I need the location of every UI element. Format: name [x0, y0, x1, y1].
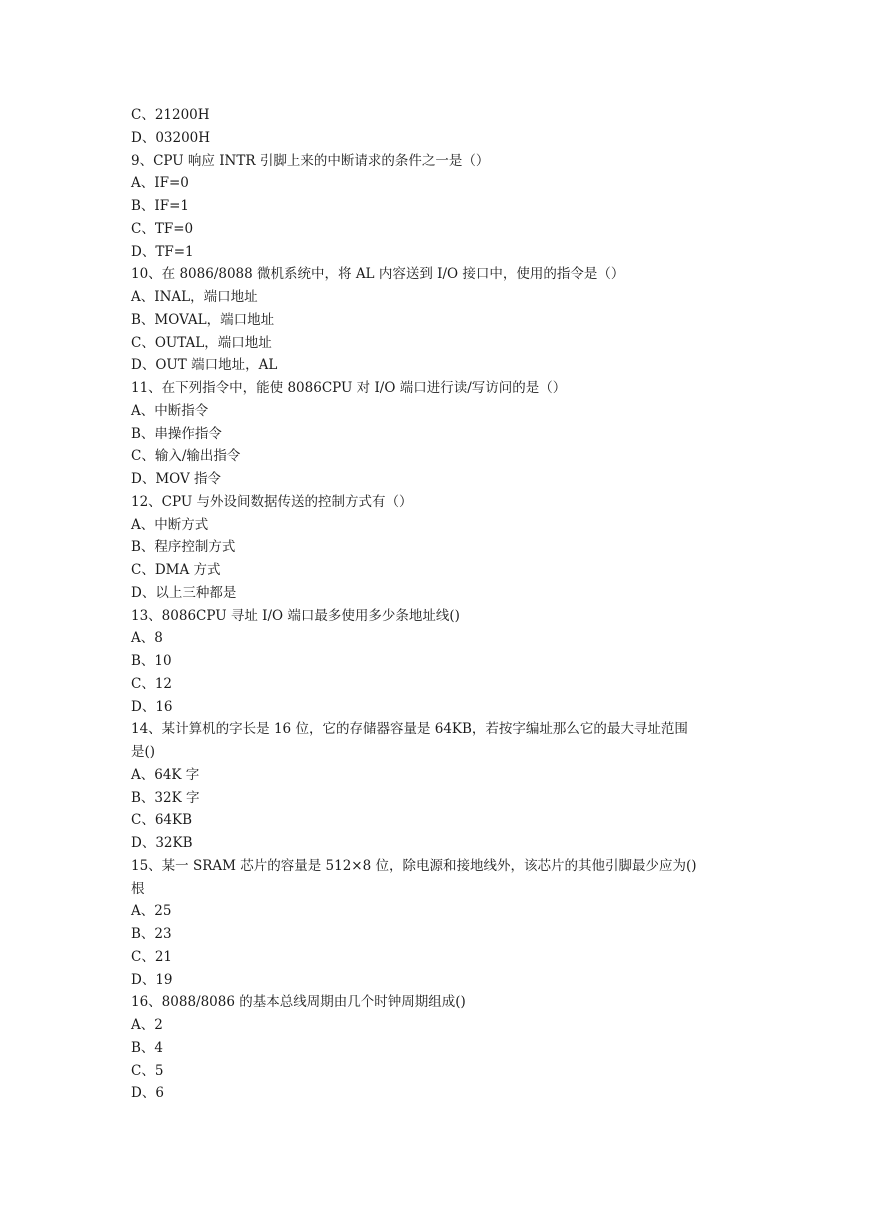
option-line: C、21	[131, 948, 173, 965]
question-line: 11、在下列指令中，能使 8086CPU 对 I/O 端口进行读/写访问的是（）	[131, 380, 567, 396]
option-line: B、串操作指令	[131, 425, 222, 442]
option-line: B、IF=1	[131, 198, 190, 214]
option-line: D、03200H	[131, 129, 211, 146]
option-line: C、DMA 方式	[131, 562, 221, 578]
option-line: B、程序控制方式	[131, 539, 236, 556]
option-line: A、2	[131, 1017, 163, 1033]
option-line: C、64KB	[131, 812, 193, 829]
question-line: 15、某一 SRAM 芯片的容量是 512×8 位，除电源和接地线外，该芯片的其他引脚最少应为()	[131, 857, 697, 874]
option-line: A、64K 字	[131, 766, 200, 783]
option-line: B、23	[131, 926, 172, 942]
option-line: D、32KB	[131, 835, 193, 851]
option-line: D、以上三种都是	[131, 584, 237, 601]
option-line: A、中断指令	[131, 402, 209, 419]
option-line: A、中断方式	[131, 516, 209, 533]
question-line: 13、8086CPU 寻址 I/O 端口最多使用多少条地址线()	[131, 607, 460, 624]
option-line: D、16	[131, 698, 173, 715]
question-line: 12、CPU 与外设间数据传送的控制方式有（）	[131, 493, 413, 510]
question-line-continued: 根	[131, 880, 145, 897]
document-body	[131, 104, 731, 1105]
option-line: D、TF=1	[131, 243, 194, 260]
question-line: 9、CPU 响应 INTR 引脚上来的中断请求的条件之一是（）	[131, 152, 490, 169]
question-line: 14、某计算机的字长是 16 位，它的存储器容量是 64KB，若按字编址那么它的最大寻址范围	[131, 721, 688, 738]
option-line: C、5	[131, 1062, 164, 1079]
option-line: D、6	[131, 1085, 164, 1102]
option-line: A、25	[131, 903, 172, 920]
question-line: 10、在 8086/8088 微机系统中，将 AL 内容送到 I/O 接口中，使用的指令是（）	[131, 266, 625, 283]
option-line: A、INAL，端口地址	[131, 289, 258, 305]
option-line: C、TF=0	[131, 220, 194, 237]
option-line: C、21200H	[131, 107, 210, 123]
option-line: C、OUTAL，端口地址	[131, 334, 272, 351]
option-line: B、MOVAL，端口地址	[131, 311, 275, 328]
option-line: B、32K 字	[131, 789, 200, 806]
option-line: C、输入/输出指令	[131, 448, 241, 465]
option-line: C、12	[131, 675, 173, 692]
option-line: B、4	[131, 1039, 164, 1056]
option-line: D、19	[131, 971, 173, 988]
question-line: 16、8088/8086 的基本总线周期由几个时钟周期组成()	[131, 994, 466, 1011]
option-line: A、8	[131, 630, 163, 647]
option-line: D、MOV 指令	[131, 471, 222, 487]
question-line-continued: 是()	[131, 744, 156, 760]
option-line: A、IF=0	[131, 175, 189, 192]
option-line: B、10	[131, 653, 172, 669]
option-line: D、OUT 端口地址，AL	[131, 357, 278, 374]
